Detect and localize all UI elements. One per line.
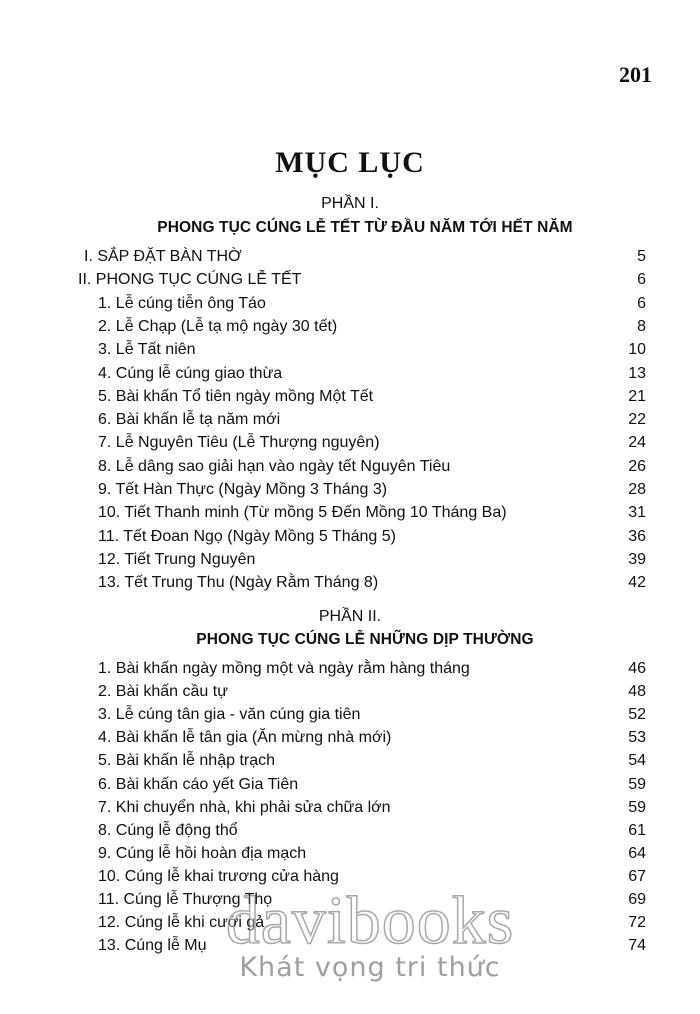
watermark-brand: davibooks [225,882,515,958]
toc-entry [98,866,646,888]
toc-entry-title: 10. Cúng lễ khai trương cửa hàng [98,867,339,885]
toc-entry-page: 39 [628,550,646,568]
toc-entry-page: 24 [628,434,646,452]
toc-entry [98,386,646,408]
toc-entry-title: 11. Tết Đoan Ngọ (Ngày Mồng 5 Tháng 5) [98,527,396,545]
toc-entry [98,339,646,361]
toc-entry [98,843,646,865]
toc-entry-page: 22 [628,411,646,429]
toc-entry-title: 13. Cúng lễ Mụ [98,937,207,955]
toc-entry [84,246,646,268]
toc-entry-title: 1. Bài khấn ngày mồng một và ngày rằm hàng tháng [98,660,470,677]
toc-entry-page: 52 [628,706,646,724]
toc-entry-title: 13. Tết Trung Thu (Ngày Rằm Tháng 8) [98,574,379,592]
toc-entry [98,681,646,703]
toc-entry-page: 69 [628,891,646,908]
toc-entry-title: 9. Cúng lễ hồi hoàn địa mạch [98,844,307,862]
toc-entry-page: 59 [628,775,646,793]
toc-entry-page: 61 [628,821,646,839]
toc-entry-page: 46 [628,660,646,677]
toc-entry-title: 7. Khi chuyển nhà, khi phải sửa chữa lớn [98,798,391,816]
toc-entry-page: 5 [637,248,646,265]
part-2-heading: PHONG TỤC CÚNG LỄ NHỮNG DỊP THƯỜNG [196,631,534,648]
toc-entry [98,750,646,772]
toc-entry [98,549,646,571]
toc-entry-title: 5. Bài khấn lễ nhập trạch [98,752,276,770]
toc-entry [98,935,646,957]
toc-entry [98,409,646,431]
toc-entry-page: 31 [628,504,646,522]
toc-entry [98,293,646,315]
toc-entry [98,820,646,842]
toc-entry [98,658,646,680]
toc-entry [98,704,646,726]
watermark-slogan: Khát vọng tri thức [239,952,501,983]
part-1-label: PHẦN I. [321,195,379,212]
toc-entry [98,432,646,454]
toc-entry-page: 42 [628,574,646,592]
toc-entry [98,797,646,819]
toc-entry [98,889,646,911]
toc-entry [98,316,646,338]
toc-entry-title: 12. Tiết Trung Nguyên [98,550,256,568]
toc-entry [98,774,646,796]
toc-entry-page: 13 [628,364,646,382]
toc-entry-page: 10 [628,341,646,359]
toc-entry-title: II. PHONG TỤC CÚNG LỄ TẾT [78,271,302,289]
page-title: MỤC LỤC [275,146,425,179]
toc-entry-title: 2. Bài khấn cầu tự [98,683,228,701]
toc-entry-title: 12. Cúng lễ khi cưới gả [98,914,265,932]
toc-entry [98,456,646,478]
toc-entry-page: 48 [628,683,646,701]
toc-entry-title: 4. Bài khấn lễ tân gia (Ăn mừng nhà mới) [98,729,392,747]
toc-entry-title: 7. Lễ Nguyên Tiêu (Lễ Thượng nguyên) [98,434,380,452]
toc-entry [98,363,646,385]
toc-entry [98,912,646,934]
toc-entry-page: 74 [628,937,646,955]
toc-entry-page: 21 [628,387,646,405]
toc-entry-title: 2. Lễ Chạp (Lễ tạ mộ ngày 30 tết) [98,317,338,335]
toc-entry-title: 10. Tiết Thanh minh (Từ mồng 5 Đến Mồng 10 Tháng Ba) [98,504,507,522]
toc-entry-title: 3. Lễ Tất niên [98,341,196,359]
toc-entry-page: 8 [637,317,646,335]
toc-entry-page: 72 [628,914,646,932]
part-1-heading: PHONG TỤC CÚNG LỄ TẾT TỪ ĐẦU NĂM TỚI HẾT NĂM [157,219,573,236]
toc-entry-title: 4. Cúng lễ cúng giao thừa [98,364,283,382]
toc-entry-page: 64 [628,844,646,862]
toc-entry-title: 8. Lễ dâng sao giải hạn vào ngày tết Nguyên Tiêu [98,457,451,475]
toc-entry-page: 6 [637,294,646,312]
toc-entry-page: 54 [628,752,646,770]
toc-entry-page: 6 [637,271,646,289]
toc-entry-title: 8. Cúng lễ động thổ [98,821,238,839]
page-number: 201 [619,62,652,87]
toc-entry-page: 36 [628,527,646,545]
toc-entry [98,479,646,501]
toc-entry-title: 11. Cúng lễ Thượng Thọ [98,891,273,908]
toc-entry-title: I. SẮP ĐẶT BÀN THỜ [84,248,242,265]
toc-entry-page: 59 [628,798,646,816]
toc-entry [98,526,646,548]
toc-entry-title: 6. Bài khấn lễ tạ năm mới [98,411,281,429]
toc-entry [78,269,646,291]
toc-entry-title: 1. Lễ cúng tiễn ông Táo [98,294,266,312]
toc-entry-page: 67 [628,867,646,885]
toc-entry-page: 26 [628,457,646,475]
toc-entry [98,727,646,749]
toc-entry-title: 5. Bài khấn Tổ tiên ngày mồng Một Tết [98,387,374,405]
toc-entry [98,502,646,524]
toc-entry-title: 3. Lễ cúng tân gia - văn cúng gia tiên [98,706,361,724]
toc-entry-title: 6. Bài khấn cáo yết Gia Tiên [98,775,299,793]
toc-entry-page: 28 [628,481,646,498]
toc-entry [98,572,646,594]
part-2-label: PHẦN II. [318,608,382,625]
toc-entry-title: 9. Tết Hàn Thực (Ngày Mồng 3 Tháng 3) [98,481,388,498]
toc-entry-page: 53 [628,729,646,747]
